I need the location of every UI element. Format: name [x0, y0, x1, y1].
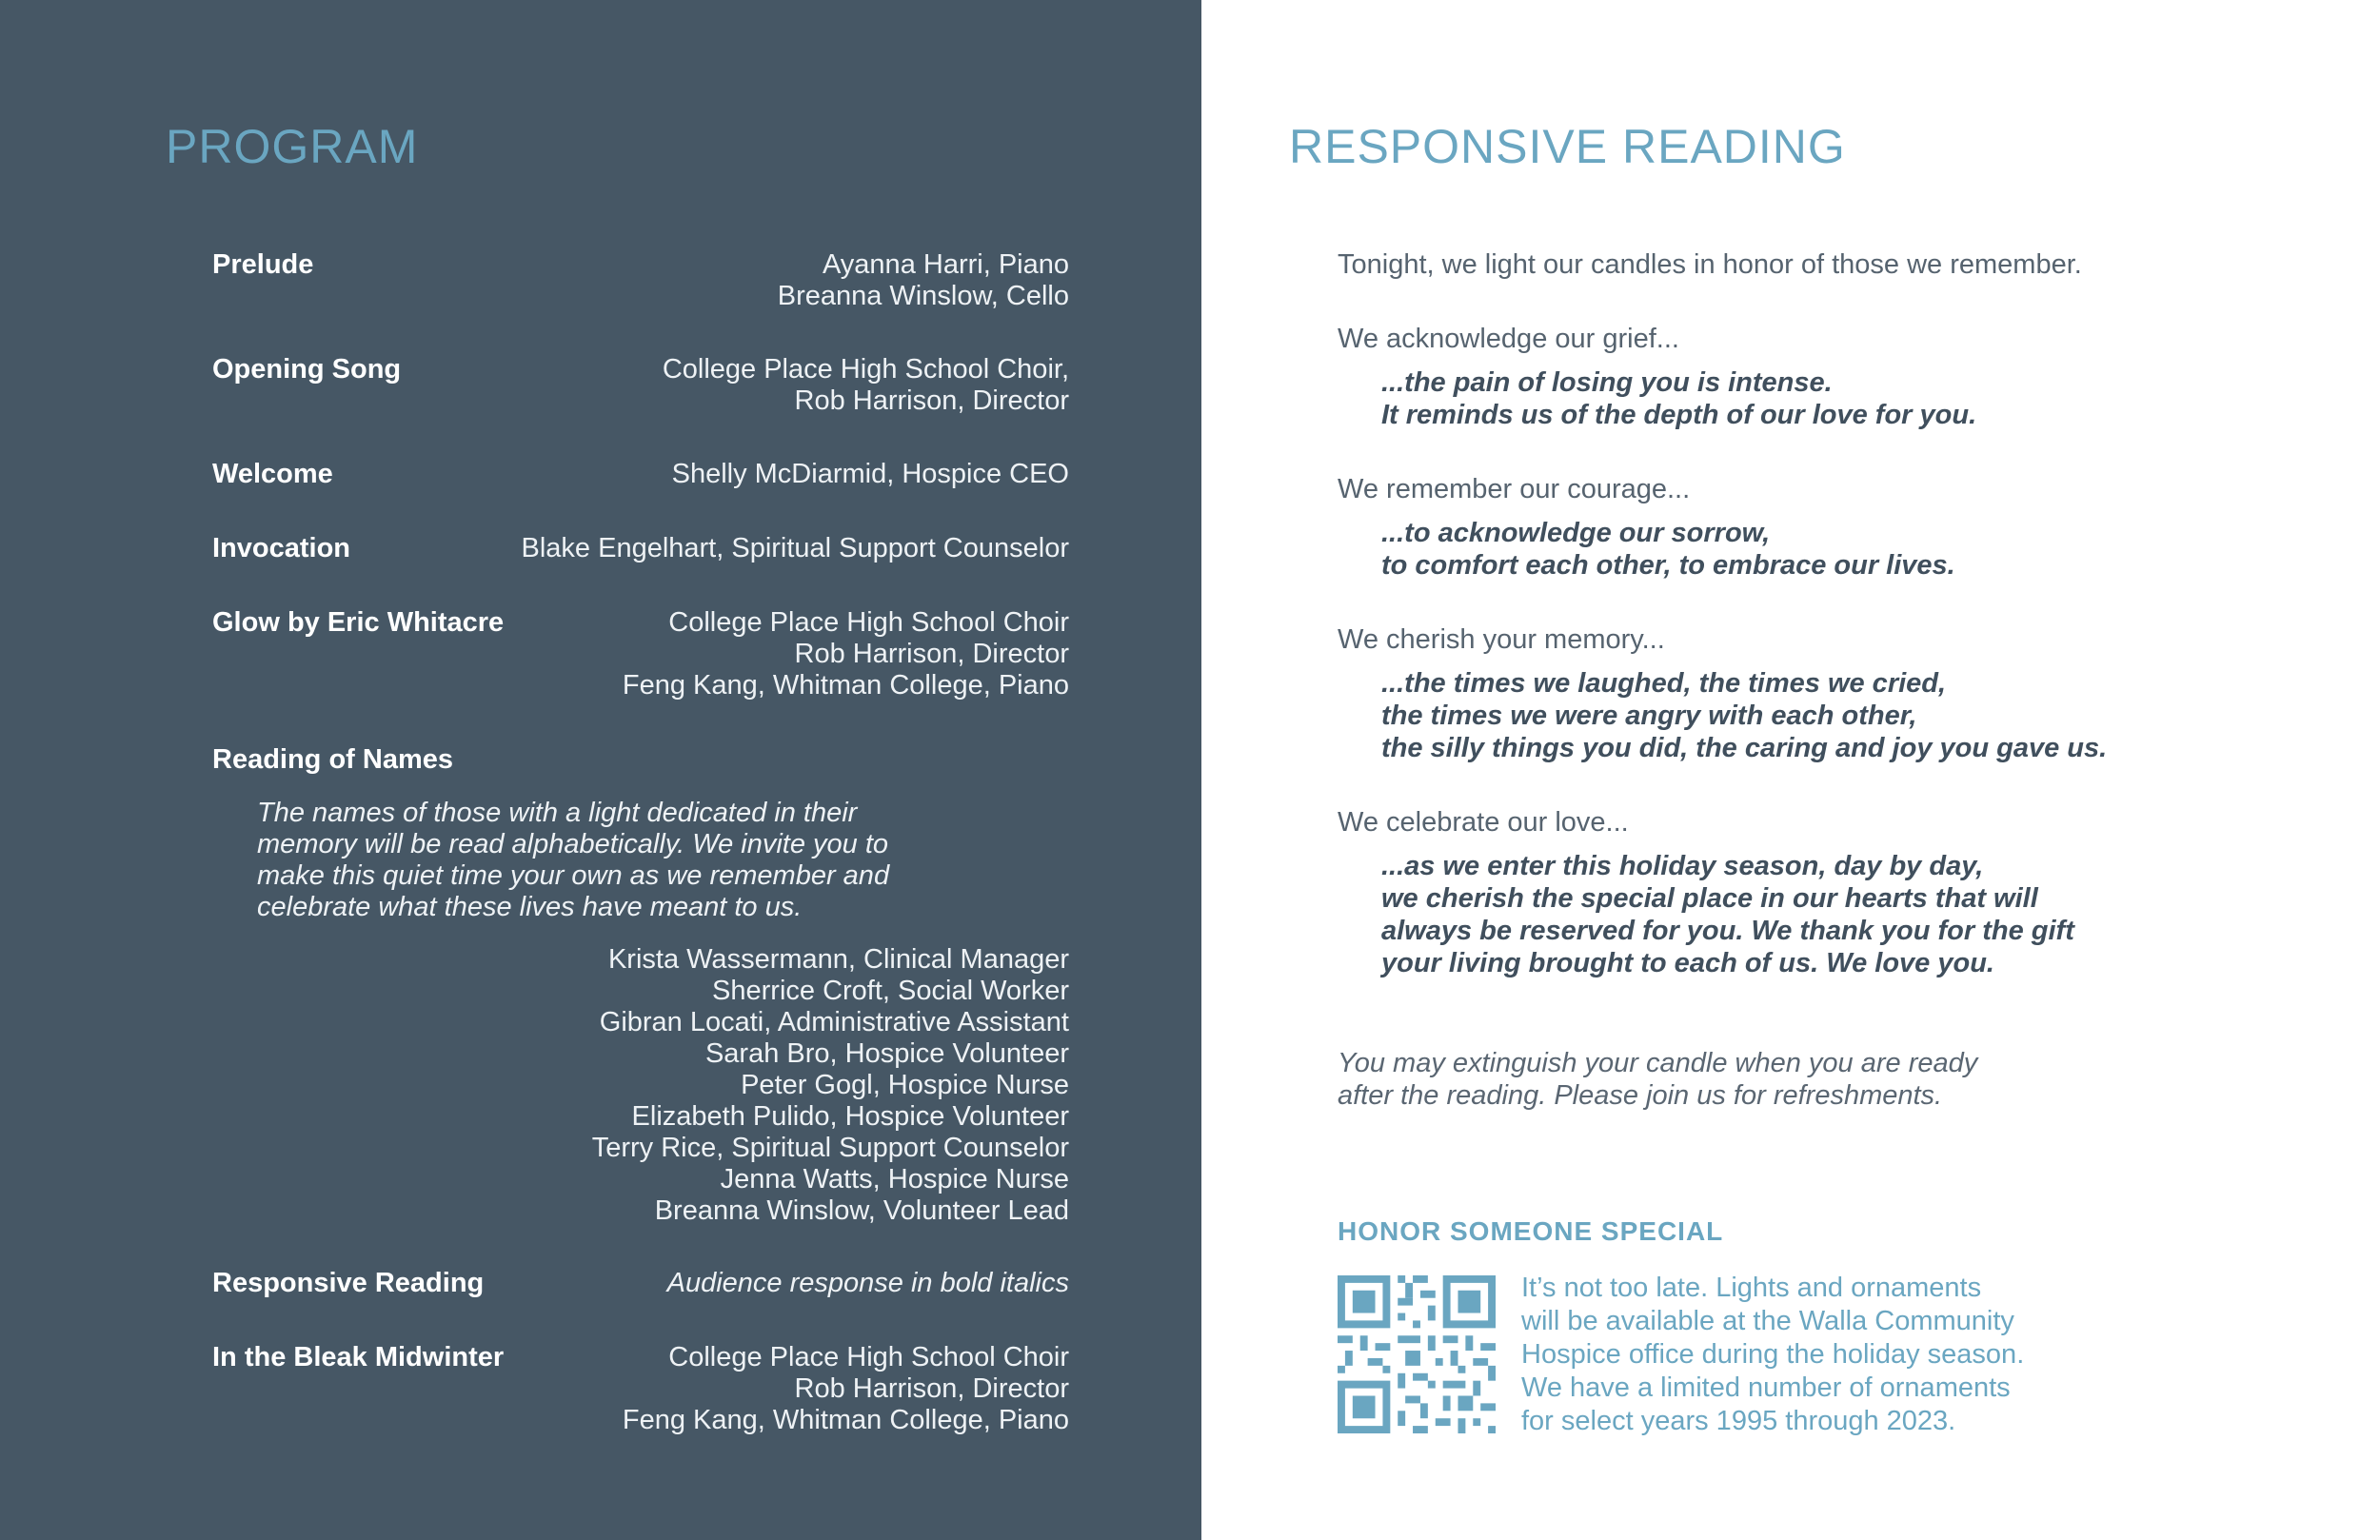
- reading-response: [1338, 667, 2337, 764]
- program-item-label: Invocation: [212, 533, 351, 563]
- honor-line: for select years 1995 through 2023.: [1521, 1406, 1956, 1436]
- response-line: ...as we enter this holiday season, day by day,: [1381, 851, 1984, 881]
- honor-title: HONOR SOMEONE SPECIAL: [1338, 1216, 1724, 1246]
- response-line: ...the pain of losing you is intense.: [1381, 367, 1833, 398]
- list-item: Terry Rice, Spiritual Support Counselor: [591, 1133, 1069, 1163]
- program-item-glow: [212, 607, 1069, 701]
- program-item-invocation: [212, 533, 1069, 564]
- response-line: ...to acknowledge our sorrow,: [1381, 518, 1771, 548]
- program-item-label: Responsive Reading: [212, 1268, 485, 1298]
- response-line: the times we were angry with each other,: [1381, 701, 1917, 731]
- response-line: ...the times we laughed, the times we cried,: [1381, 668, 1947, 699]
- responsive-reading-panel: [1201, 0, 2380, 1540]
- honor-line: We have a limited number of ornaments: [1521, 1372, 2011, 1403]
- list-item: Peter Gogl, Hospice Nurse: [741, 1070, 1069, 1100]
- response-line: the silly things you did, the caring and joy you gave us.: [1381, 733, 2108, 763]
- program-item-responsive-reading: [212, 1268, 1069, 1299]
- reading-response: [1338, 517, 2337, 582]
- program-item-label: Glow by Eric Whitacre: [212, 607, 505, 638]
- program-item-label: Welcome: [212, 459, 333, 489]
- detail-line: Feng Kang, Whitman College, Piano: [622, 670, 1069, 701]
- detail-line: Feng Kang, Whitman College, Piano: [622, 1405, 1069, 1435]
- program-item-label: Opening Song: [212, 354, 402, 385]
- program-item-details: [778, 249, 1069, 312]
- detail-line: Shelly McDiarmid, Hospice CEO: [671, 459, 1069, 489]
- description-line: make this quiet time your own as we remember and: [257, 860, 890, 891]
- honor-line: It’s not too late. Lights and ornaments: [1521, 1273, 1982, 1303]
- detail-line: College Place High School Choir: [668, 607, 1069, 638]
- reading-of-names-description: [257, 798, 942, 923]
- closing-note: [1338, 1047, 1977, 1112]
- list-item: Jenna Watts, Hospice Nurse: [720, 1164, 1069, 1194]
- honor-line: Hospice office during the holiday season.: [1521, 1339, 2025, 1370]
- reading-call: We remember our courage...: [1338, 474, 1691, 504]
- response-line: to comfort each other, to embrace our lives.: [1381, 550, 1955, 581]
- program-item-details: [623, 1342, 1069, 1436]
- program-item-details: [672, 459, 1069, 490]
- closing-line: after the reading. Please join us for refreshments.: [1338, 1080, 1943, 1111]
- list-item: Breanna Winslow, Volunteer Lead: [654, 1195, 1069, 1226]
- list-item: Sarah Bro, Hospice Volunteer: [704, 1038, 1069, 1069]
- response-line: It reminds us of the depth of our love for you.: [1381, 400, 1977, 430]
- closing-line: You may extinguish your candle when you are ready: [1338, 1048, 1978, 1078]
- response-line: always be reserved for you. We thank you for the gift: [1381, 916, 2074, 946]
- detail-line: Rob Harrison, Director: [794, 385, 1069, 416]
- reading-intro: Tonight, we light our candles in honor of those we remember.: [1338, 249, 2082, 280]
- reading-intro-block: [1338, 249, 2337, 281]
- list-item: Sherrice Croft, Social Worker: [712, 976, 1069, 1006]
- detail-line: Ayanna Harri, Piano: [822, 249, 1069, 280]
- program-item-details: [667, 1268, 1069, 1299]
- names-list: [212, 944, 1069, 1227]
- description-line: The names of those with a light dedicated in their: [257, 798, 858, 828]
- program-item-bleak-midwinter: [212, 1342, 1069, 1436]
- reading-call: We celebrate our love...: [1338, 807, 1629, 838]
- honor-line: will be available at the Walla Community: [1521, 1306, 2014, 1336]
- reading-block-courage: [1338, 474, 2337, 582]
- reading-response: [1338, 366, 2337, 431]
- detail-line: College Place High School Choir: [668, 1342, 1069, 1372]
- response-line: we cherish the special place in our hearts that will: [1381, 883, 2038, 914]
- responsive-reading-title: RESPONSIVE READING: [1289, 120, 1846, 173]
- detail-line: Rob Harrison, Director: [794, 1373, 1069, 1404]
- program-item-label: In the Bleak Midwinter: [212, 1342, 505, 1372]
- reading-response: [1338, 850, 2337, 979]
- program-item-opening-song: [212, 354, 1069, 417]
- program-item-details: [623, 607, 1069, 701]
- program-item-prelude: [212, 249, 1069, 312]
- program-item-label: Reading of Names: [212, 744, 453, 775]
- description-line: celebrate what these lives have meant to us.: [257, 892, 803, 922]
- qr-code-icon[interactable]: [1338, 1275, 1496, 1433]
- program-item-reading-of-names: [212, 744, 1069, 776]
- list-item: Krista Wassermann, Clinical Manager: [607, 944, 1069, 975]
- reading-call: We acknowledge our grief...: [1338, 324, 1679, 354]
- detail-line: Blake Engelhart, Spiritual Support Counselor: [521, 533, 1069, 563]
- response-line: your living brought to each of us. We love you.: [1381, 948, 1994, 978]
- reading-block-love: [1338, 807, 2337, 979]
- description-line: memory will be read alphabetically. We invite you to: [257, 829, 889, 859]
- program-item-details: [663, 354, 1069, 417]
- reading-block-memory: [1338, 624, 2337, 764]
- honor-text: [1521, 1272, 2024, 1438]
- detail-line: College Place High School Choir,: [662, 354, 1069, 385]
- program-item-welcome: [212, 459, 1069, 490]
- reading-call: We cherish your memory...: [1338, 624, 1665, 655]
- program-title: PROGRAM: [166, 120, 419, 173]
- reading-block-grief: [1338, 324, 2337, 431]
- program-item-details: [522, 533, 1070, 564]
- detail-line: Rob Harrison, Director: [794, 639, 1069, 669]
- detail-line: Audience response in bold italics: [666, 1268, 1069, 1298]
- program-item-label: Prelude: [212, 249, 314, 280]
- detail-line: Breanna Winslow, Cello: [777, 281, 1069, 311]
- list-item: Gibran Locati, Administrative Assistant: [599, 1007, 1069, 1037]
- list-item: Elizabeth Pulido, Hospice Volunteer: [631, 1101, 1069, 1132]
